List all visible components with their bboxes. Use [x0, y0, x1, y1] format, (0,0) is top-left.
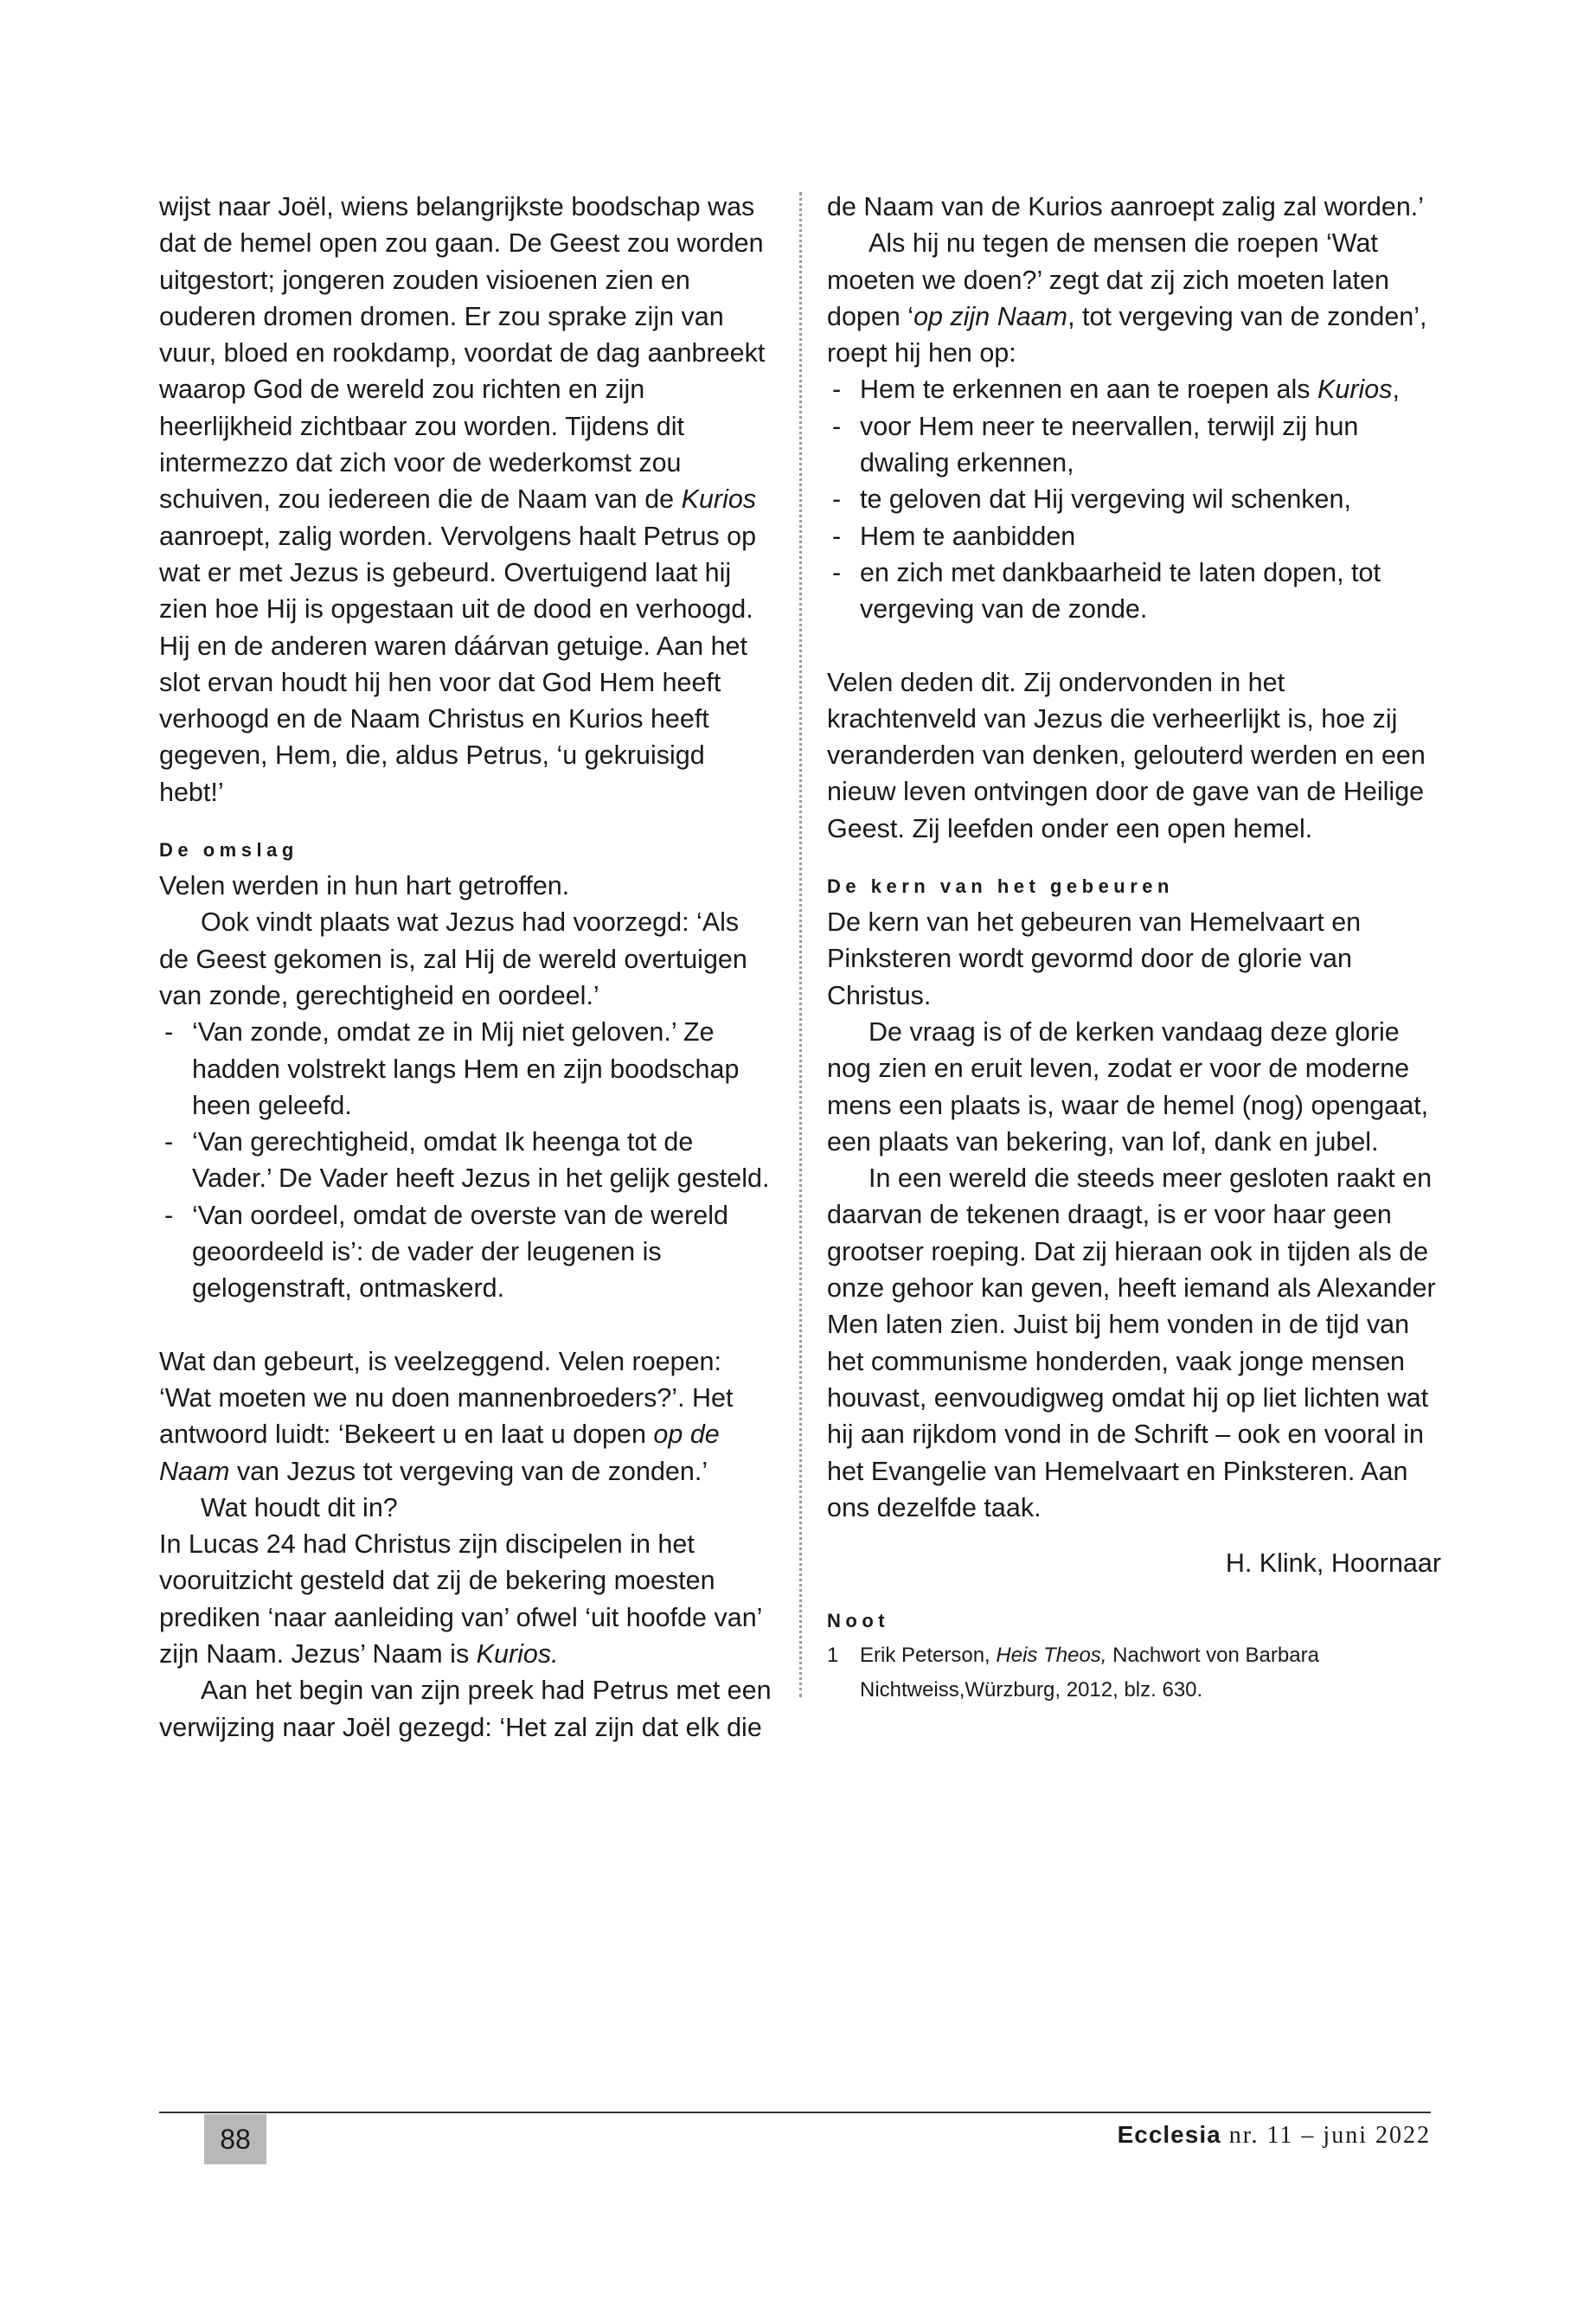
left-paragraph-5: Wat houdt dit in?: [201, 1492, 398, 1522]
list-item: - te geloven dat Hij vergeving wil schenken,: [827, 481, 1441, 517]
right-paragraph-1: de Naam van de Kurios aanroept zalig zal worden.’: [827, 192, 1425, 221]
heading-de-omslag: De omslag: [159, 839, 298, 862]
footnote: [827, 1638, 1441, 1708]
italic-text: Kurios: [1317, 375, 1393, 405]
italic-text: Heis Theos,: [996, 1644, 1107, 1668]
list-item: - Hem te aanbidden: [827, 518, 1441, 554]
left-paragraph-7: Aan het begin van zijn preek had Petrus met een verwijzing naar Joël gezegd: ‘Het zal zijn dat elk die: [159, 1676, 772, 1742]
journal-name: Ecclesia: [1117, 2121, 1221, 2148]
list-item: - voor Hem neer te neervallen, terwijl zij hun dwaling erkennen,: [827, 408, 1441, 482]
left-paragraph-6: In Lucas 24 had Christus zijn discipelen in het vooruitzicht gesteld dat zij de bekering moesten prediken ‘naar aanleiding van’ ofwel ‘uit hoofde van’ zijn Naam. Jezus’ Naam is Kurios.: [159, 1529, 762, 1669]
italic-text: Kurios: [681, 484, 757, 515]
right-bullet-list: [827, 371, 1441, 627]
list-item: - Hem te erkennen en aan te roepen als Kurios,: [827, 371, 1441, 407]
right-paragraph-2: Als hij nu tegen de mensen die roepen ‘Wat moeten we doen?’ zegt dat zij zich moeten laten dopen ‘op zijn Naam, tot vergeving van de zonden’, roept hij hen op:: [827, 228, 1427, 369]
right-paragraph-6: In een wereld die steeds meer gesloten raakt en daarvan de tekenen draagt, is er voor haar geen grootser roeping. Dat zij hieraan ook in tijden als de onze gehoor kan geven, heeft iemand als Alexander Men laten zien. Juist bij hem vonden in de tijd van het communisme honderden, vaak jonge mensen houvast, eenvoudigweg omdat hij op liet lichten wat hij aan rijkdom vond in de Schrift – ook en vooral in het Evangelie van Hemelvaart en Pinksteren. Aan ons dezelfde taak.: [827, 1163, 1436, 1522]
right-paragraph-4: De kern van het gebeuren van Hemelvaart en Pinksteren wordt gevormd door de glorie van Christus.: [827, 907, 1362, 1010]
list-item: - ‘Van oordeel, omdat de overste van de wereld geoordeeld is’: de vader der leugenen is gelogenstraft, ontmaskerd.: [159, 1197, 773, 1307]
left-column: [159, 189, 773, 1746]
left-paragraph-2: Velen werden in hun hart getroffen.: [159, 871, 570, 901]
journal-info: [1118, 2121, 1431, 2150]
journal-issue: nr. 11 – juni 2022: [1228, 2122, 1431, 2149]
author-signature: H. Klink, Hoornaar: [1225, 1548, 1441, 1579]
footnote-number: 1: [827, 1644, 839, 1668]
column-divider: [799, 192, 802, 1697]
left-paragraph-4: Wat dan gebeurt, is veelzeggend. Velen roepen: ‘Wat moeten we nu doen mannenbroeders?’. Het antwoord luidt: ‘Bekeert u en laat u dopen op de Naam van Jezus tot vergeving van de zonden.’: [159, 1346, 734, 1486]
page-number: 88: [204, 2114, 266, 2164]
footnote-text: Erik Peterson, Heis Theos, Nachwort von Barbara Nichtweiss,Würzburg, 2012, blz. 630.: [860, 1644, 1319, 1702]
italic-text: Kurios.: [476, 1638, 559, 1669]
left-paragraph-3: Ook vindt plaats wat Jezus had voorzegd: ‘Als de Geest gekomen is, zal Hij de wereld overtuigen van zonde, gerechtigheid en oordeel.’: [159, 907, 747, 1010]
footer-rule: [159, 2112, 1431, 2113]
list-item: - ‘Van zonde, omdat ze in Mij niet geloven.’ Ze hadden volstrekt langs Hem en zijn boodschap heen geleefd.: [159, 1014, 773, 1124]
list-item: - en zich met dankbaarheid te laten dopen, tot vergeving van de zonde.: [827, 554, 1441, 628]
right-column: [827, 189, 1441, 1708]
left-paragraph-1: wijst naar Joël, wiens belangrijkste boodschap was dat de hemel open zou gaan. De Geest zou worden uitgestort; jongeren zouden visioenen zien en ouderen dromen dromen. Er zou sprake zijn van vuur, bloed en rookdamp, voordat de dag aanbreekt waarop God de wereld zou richten en zijn heerlijkheid zichtbaar zou worden. Tijdens dit intermezzo dat zich voor de wederkomst zou schuiven, zou iedereen die de Naam van de Kurios aanroept, zalig worden. Vervolgens haalt Petrus op wat er met Jezus is gebeurd. Overtuigend laat hij zien hoe Hij is opgestaan uit de dood en verhoogd. Hij en de anderen waren dáárvan getuige. Aan het slot ervan houdt hij hen voor dat God Hem heeft verhoogd en de Naam Christus en Kurios heeft gegeven, Hem, die, aldus Petrus, ‘u gekruisigd hebt!’: [159, 192, 766, 807]
note-heading: Noot: [827, 1610, 890, 1632]
right-paragraph-5: De vraag is of de kerken vandaag deze glorie nog zien en eruit leven, zodat er voor de moderne mens een plaats is, waar de hemel (nog) opengaat, een plaats van bekering, van lof, dank en jubel.: [827, 1016, 1429, 1157]
italic-text: op de Naam: [159, 1420, 720, 1486]
italic-text: op zijn Naam: [913, 301, 1068, 331]
list-item: - ‘Van gerechtigheid, omdat Ik heenga tot de Vader.’ De Vader heeft Jezus in het gelijk gesteld.: [159, 1124, 773, 1197]
heading-de-kern: De kern van het gebeuren: [827, 875, 1174, 898]
right-paragraph-3: Velen deden dit. Zij ondervonden in het krachtenveld van Jezus die verheerlijkt is, hoe zij veranderden van denken, gelouterd werden en een nieuw leven ontvingen door de gave van de Heilige Geest. Zij leefden onder een open hemel.: [827, 667, 1426, 843]
left-bullet-list: [159, 1014, 773, 1306]
